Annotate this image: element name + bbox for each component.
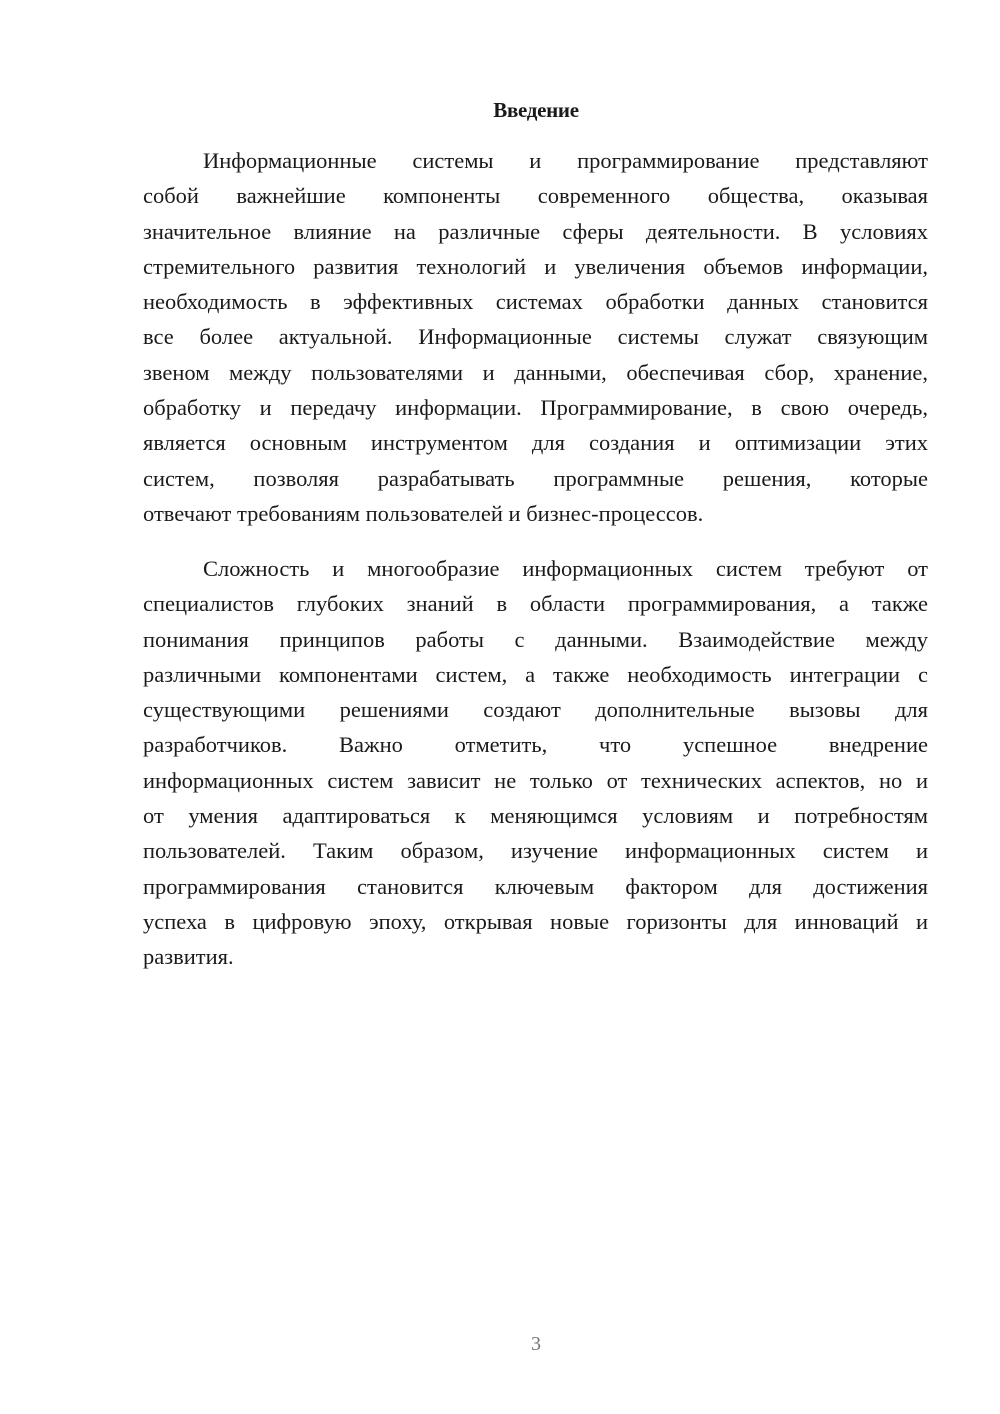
paragraph-1 xyxy=(143,143,928,531)
text-line: различными компонентами систем, а также необходимость интеграции с xyxy=(143,661,928,687)
text-line: Информационные системы и программирование представляют xyxy=(203,148,928,173)
text-line: является основным инструментом для создания и оптимизации этих xyxy=(143,430,928,456)
text-line: от умения адаптироваться к меняющимся условиям и потребностям xyxy=(143,803,928,829)
text-line: существующими решениями создают дополнительные вызовы для xyxy=(143,697,928,723)
text-line: информационных систем зависит не только от технических аспектов, но и xyxy=(143,767,928,793)
text-line: необходимость в эффективных системах обработки данных становится xyxy=(143,289,928,315)
text-line: разработчиков. Важно отметить, что успешное внедрение xyxy=(143,732,928,758)
text-line: систем, позволяя разрабатывать программные решения, которые xyxy=(143,465,928,491)
section-title: Введение xyxy=(493,98,579,122)
text-line: пользователей. Таким образом, изучение информационных систем и xyxy=(143,838,928,864)
text-line: стремительного развития технологий и увеличения объемов информации, xyxy=(143,253,928,279)
text-line: программирования становится ключевым фактором для достижения xyxy=(143,873,928,899)
text-line: отвечают требованиям пользователей и бизнес-процессов. xyxy=(143,500,704,526)
text-line: все более актуальной. Информационные системы служат связующим xyxy=(143,324,928,350)
text-line: понимания принципов работы с данными. Взаимодействие между xyxy=(143,626,928,652)
text-line: собой важнейшие компоненты современного общества, оказывая xyxy=(143,183,928,209)
text-line: обработку и передачу информации. Программирование, в свою очередь, xyxy=(143,395,928,421)
text-line: специалистов глубоких знаний в области программирования, а также xyxy=(143,591,928,617)
text-line: звеном между пользователями и данными, обеспечивая сбор, хранение, xyxy=(143,359,928,385)
text-line: значительное влияние на различные сферы деятельности. В условиях xyxy=(143,218,928,244)
text-line: успеха в цифровую эпоху, открывая новые горизонты для инноваций и xyxy=(143,908,928,934)
text-line: развития. xyxy=(143,944,234,970)
text-line: Сложность и многообразие информационных систем требуют от xyxy=(203,556,928,581)
paragraph-2 xyxy=(143,551,928,975)
page-number: 3 xyxy=(531,1333,541,1355)
